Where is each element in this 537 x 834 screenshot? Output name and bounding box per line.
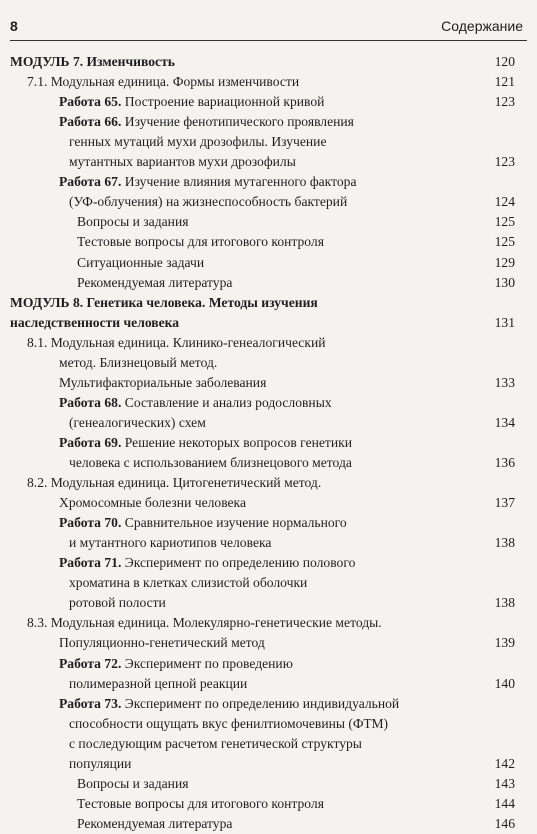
toc-entry-title [69, 674, 247, 694]
work-label: Работа 73. [59, 695, 122, 711]
toc-entry [59, 493, 515, 513]
toc-entry [77, 212, 515, 232]
toc-entry-title [59, 654, 293, 674]
toc-page-number: 121 [494, 74, 515, 90]
toc-entry-title [59, 353, 217, 373]
toc-entry [59, 513, 515, 533]
toc-entry [77, 253, 515, 273]
toc-page-number: 137 [494, 495, 515, 511]
toc-entry [27, 473, 515, 493]
toc-page-number: 123 [494, 154, 515, 170]
toc-page-number: 125 [494, 234, 515, 250]
toc-entry [10, 52, 515, 72]
toc-page-number: 142 [494, 755, 515, 771]
toc-page-number: 125 [494, 214, 515, 230]
entry-text: полимеразной цепной реакции [69, 675, 248, 691]
toc-entry-title [27, 613, 382, 633]
toc-page-number: 129 [494, 254, 515, 270]
header-rule [10, 40, 527, 41]
toc-entry-title [77, 212, 188, 232]
toc-entry [59, 553, 515, 573]
toc-page-number: 133 [494, 374, 515, 390]
toc-entry-title [69, 192, 347, 212]
toc-entry-title [59, 633, 265, 653]
toc-entry-title [69, 413, 206, 433]
toc-entry [59, 393, 515, 413]
toc-page-number: 124 [494, 194, 515, 210]
toc-entry [27, 72, 515, 92]
toc-entry-title [69, 132, 327, 152]
toc-entry [69, 132, 515, 152]
toc-entry [59, 633, 515, 653]
toc-entry-title [77, 794, 324, 814]
entry-text: 8.2. Модульная единица. Цитогенетический метод. [27, 475, 322, 491]
toc-entry [69, 734, 515, 754]
toc-page-number: 144 [494, 795, 515, 811]
toc-page-number: 130 [494, 274, 515, 290]
toc-entry [69, 754, 515, 774]
toc-entry-title [69, 714, 388, 734]
toc-entry [69, 413, 515, 433]
entry-text: мутантных вариантов мухи дрозофилы [69, 154, 296, 170]
toc-page-number: 138 [494, 535, 515, 551]
toc-entry-title [69, 573, 307, 593]
work-label: Работа 72. [59, 655, 122, 671]
toc-entry-title [59, 92, 324, 112]
work-label: Работа 67. [59, 174, 122, 190]
module-title: МОДУЛЬ 7. Изменчивость [10, 54, 175, 69]
toc-entry-title [59, 553, 355, 573]
entry-text: Рекомендуемая литература [77, 274, 233, 290]
toc-entry-title [59, 172, 356, 192]
work-label: Работа 66. [59, 114, 122, 130]
entry-text: Хромосомные болезни человека [59, 495, 246, 511]
running-title: Содержание [441, 18, 523, 34]
toc-page-number: 139 [494, 635, 515, 651]
entry-text: Эксперимент по определению полового [121, 555, 356, 571]
entry-text: 8.3. Модульная единица. Молекулярно-генетические методы. [27, 615, 382, 631]
entry-text: популяции [69, 755, 132, 771]
entry-text: Решение некоторых вопросов генетики [121, 434, 353, 450]
entry-text: Ситуационные задачи [77, 254, 205, 270]
entry-text: Популяционно-генетический метод [59, 635, 265, 651]
toc-page-number: 120 [494, 54, 515, 69]
toc-entry [10, 313, 515, 333]
toc-entry [27, 333, 515, 353]
toc-entry [69, 714, 515, 734]
toc-entry [69, 674, 515, 694]
toc-entry-title [77, 774, 188, 794]
toc-entry-title [59, 694, 399, 714]
toc-entry [77, 232, 515, 252]
toc-entry [59, 694, 515, 714]
toc-entry-title [59, 433, 352, 453]
toc-entry [77, 814, 515, 834]
toc-page-number: 136 [494, 455, 515, 470]
work-label: Работа 71. [59, 555, 122, 571]
toc-entry [69, 152, 515, 172]
toc-entry-title [69, 734, 362, 754]
work-label: Работа 68. [59, 394, 122, 410]
entry-text: ротовой полости [69, 595, 166, 611]
entry-text: Эксперимент по определению индивидуальной [121, 695, 400, 711]
toc-entry-title [59, 112, 354, 132]
toc-entry-title [59, 373, 266, 393]
toc-entry [59, 353, 515, 373]
work-label: Работа 65. [59, 94, 122, 110]
toc-entry-title [27, 473, 321, 493]
entry-text: способности ощущать вкус фенилтиомочевины (ФТМ) [69, 715, 389, 731]
toc-page-number: 140 [494, 675, 515, 691]
entry-text: Тестовые вопросы для итогового контроля [77, 795, 324, 811]
toc-entry-title [77, 273, 232, 293]
toc-entry [59, 654, 515, 674]
toc-entry [10, 293, 515, 313]
toc-entry-title [69, 754, 131, 774]
page-number: 8 [10, 18, 18, 34]
toc-entry [59, 172, 515, 192]
page-header [10, 18, 527, 38]
toc-entry [69, 453, 515, 473]
toc-entry-title [59, 513, 347, 533]
toc-entry-title [10, 52, 175, 72]
toc-entry-title [59, 493, 246, 513]
entry-text: 7.1. Модульная единица. Формы изменчивости [27, 74, 300, 90]
entry-text: Вопросы и задания [77, 775, 189, 791]
toc-entry-title [10, 293, 318, 313]
entry-text: метод. Близнецовый метод. [59, 354, 218, 370]
entry-text: с последующим расчетом генетической структуры [69, 735, 362, 751]
toc-page-number: 131 [494, 314, 515, 330]
module-title: наследственности человека [10, 314, 180, 330]
work-label: Работа 69. [59, 434, 122, 450]
toc-entry-title [69, 152, 296, 172]
entry-text: и мутантного кариотипов человека [69, 535, 272, 551]
toc-entry [59, 373, 515, 393]
entry-text: Вопросы и задания [77, 214, 189, 230]
entry-text: Мультифакториальные заболевания [59, 374, 267, 390]
module-title: МОДУЛЬ 8. Генетика человека. Методы изучения [10, 294, 318, 310]
toc-entry-title [10, 313, 179, 333]
toc-entry [59, 433, 515, 453]
toc-page-number: 123 [494, 94, 515, 110]
toc-entry [77, 273, 515, 293]
toc-entry [69, 593, 515, 613]
toc-entry-title [59, 393, 332, 413]
entry-text: Эксперимент по проведению [121, 655, 293, 671]
entry-text: Изучение влияния мутагенного фактора [121, 174, 357, 190]
entry-text: Изучение фенотипического проявления [121, 114, 354, 130]
toc-entry-title [27, 72, 299, 92]
entry-text: Построение вариационной кривой [121, 94, 325, 110]
entry-text: Составление и анализ родословных [121, 394, 332, 410]
toc-entry-title [69, 453, 352, 473]
toc-page-number: 143 [494, 775, 515, 791]
toc-entry-title [77, 253, 204, 273]
toc-entry [69, 533, 515, 553]
toc-entry-title [77, 814, 232, 834]
entry-text: хроматина в клетках слизистой оболочки [69, 575, 308, 591]
toc-entry [69, 573, 515, 593]
entry-text: Тестовые вопросы для итогового контроля [77, 234, 324, 250]
toc-entry [77, 794, 515, 814]
toc-entry [69, 192, 515, 212]
toc-entry [27, 613, 515, 633]
entry-text: 8.1. Модульная единица. Клинико-генеалогический [27, 334, 326, 350]
entry-text: (генеалогических) схем [69, 414, 206, 430]
toc-page-number: 146 [494, 815, 515, 831]
toc-entry [59, 112, 515, 132]
toc-page-number: 134 [494, 414, 515, 430]
entry-text: (УФ-облучения) на жизнеспособность бактерий [69, 194, 348, 210]
toc-entry-title [77, 232, 324, 252]
toc-entry [59, 92, 515, 112]
toc-page-number: 138 [494, 595, 515, 611]
work-label: Работа 70. [59, 515, 122, 531]
toc-entry [77, 774, 515, 794]
entry-text: Сравнительное изучение нормального [121, 515, 347, 531]
toc-entry-title [27, 333, 326, 353]
entry-text: генных мутаций мухи дрозофилы. Изучение [69, 134, 327, 150]
entry-text: человека с использованием близнецового метода [69, 455, 352, 470]
toc-entry-title [69, 533, 271, 553]
toc-entry-title [69, 593, 166, 613]
entry-text: Рекомендуемая литература [77, 815, 233, 831]
